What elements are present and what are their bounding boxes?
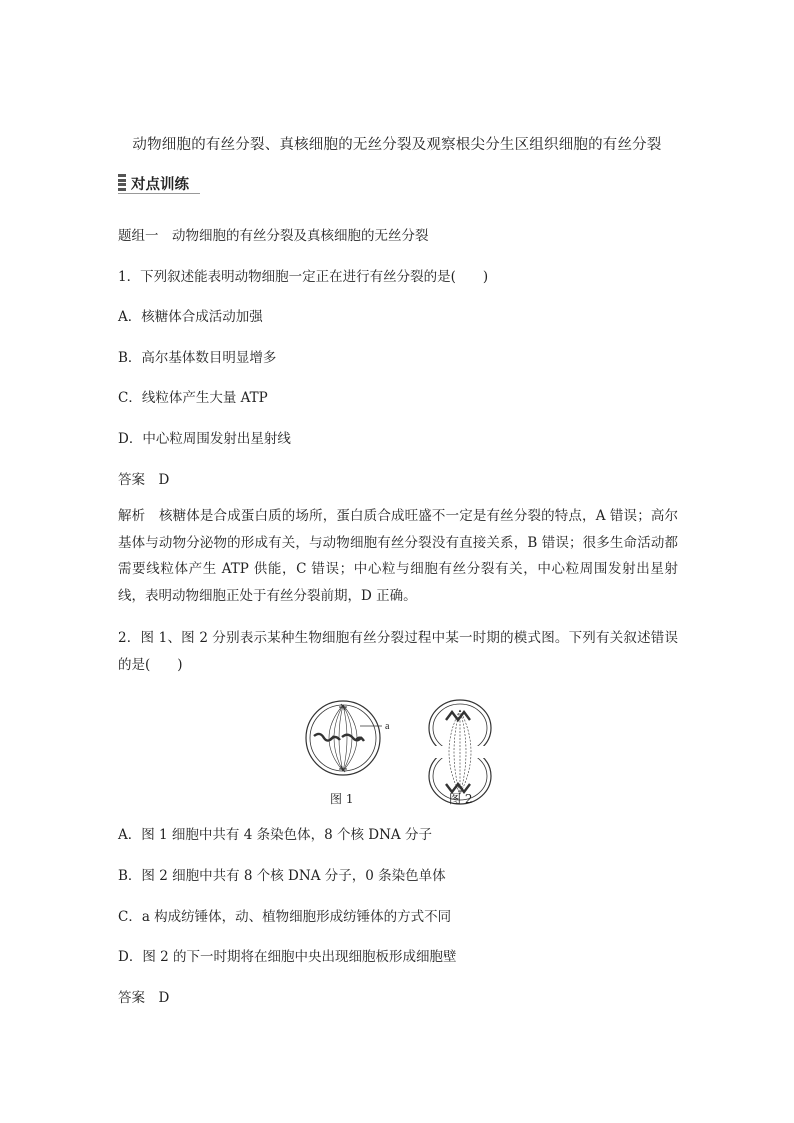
q1-option-a: A．核糖体合成活动加强 xyxy=(118,309,263,325)
q1-option-b: B．高尔基体数目明显增多 xyxy=(118,350,277,366)
q1-option-c: C．线粒体产生大量 ATP xyxy=(118,390,268,406)
q2-answer: 答案 D xyxy=(118,990,170,1006)
q2-option-a: A．图 1 细胞中共有 4 条染色体，8 个核 DNA 分子 xyxy=(118,827,432,843)
q1-option-d: D．中心粒周围发射出星射线 xyxy=(118,431,291,447)
q2-stem: 2．图 1、图 2 分别表示某种生物细胞有丝分裂过程中某一时期的模式图。下列有关叙述错误的是( ) xyxy=(118,630,678,673)
q1-answer: 答案 D xyxy=(118,472,170,488)
q2-option-d: D．图 2 的下一时期将在细胞中央出现细胞板形成细胞壁 xyxy=(118,949,457,965)
page-title: 动物细胞的有丝分裂、真核细胞的无丝分裂及观察根尖分生区组织细胞的有丝分裂 xyxy=(132,137,662,153)
q2-option-c: C．a 构成纺锤体，动、植物细胞形成纺锤体的方式不同 xyxy=(118,909,452,925)
section-underline xyxy=(118,193,200,194)
figure-1-caption: 图 1 xyxy=(330,792,354,806)
section-marker-icon xyxy=(118,174,126,191)
section-heading-label: 对点训练 xyxy=(131,177,189,193)
q2-option-b: B．图 2 细胞中共有 8 个核 DNA 分子，0 条染色单体 xyxy=(118,868,446,884)
figure-label-a: a xyxy=(385,721,390,732)
q1-analysis: 解析 核糖体是合成蛋白质的场所，蛋白质合成旺盛不一定是有丝分裂的特点，A 错误；高尔基体与动物分泌物的形成有关，与动物细胞有丝分裂没有直接关系，B 错误；很多生命活动都需要线粒体产生 ATP 供能，C 错误；中心粒与细胞有丝分裂有关，中心粒周围发射出星射线，表明动物细胞正处于有丝分裂前期，D 正确。 xyxy=(118,508,678,604)
figure-2-caption: 图 2 xyxy=(449,792,473,806)
group-heading: 题组一 动物细胞的有丝分裂及真核细胞的无丝分裂 xyxy=(118,228,429,244)
figure-1-cell xyxy=(306,701,382,775)
q1-stem: 1．下列叙述能表明动物细胞一定正在进行有丝分裂的是( ) xyxy=(118,269,489,285)
